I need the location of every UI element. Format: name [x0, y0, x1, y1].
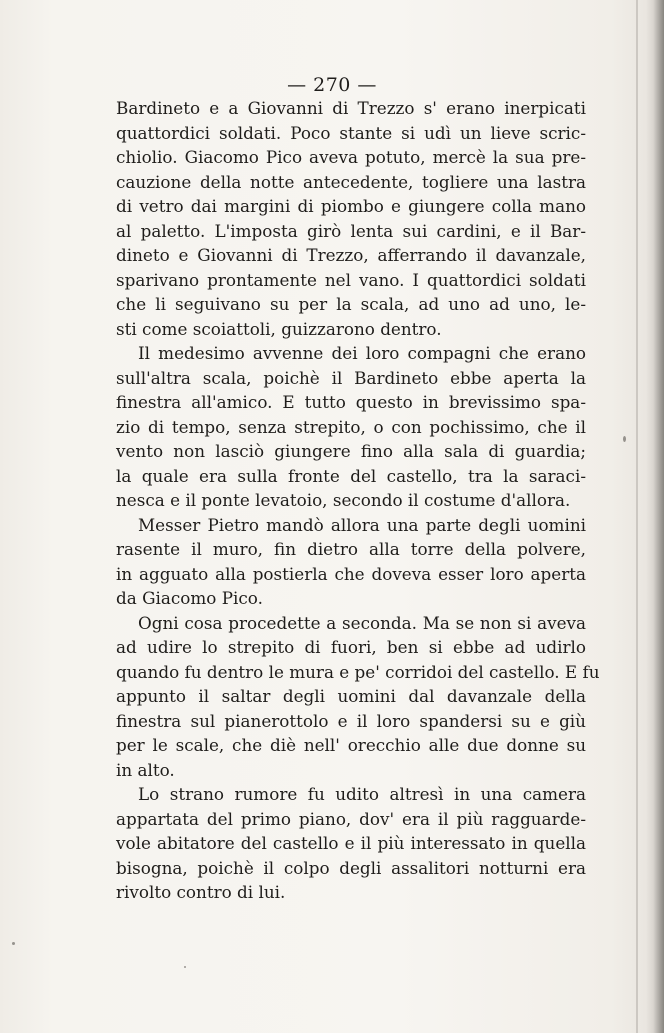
text-line: al paletto. L'imposta girò lenta sui cardini, e il Bar-: [116, 220, 586, 241]
text-line: chiolio. Giacomo Pico aveva potuto, mercè la sua pre-: [116, 147, 586, 167]
text-line: in agguato alla postierla che doveva esser loro aperta: [116, 563, 586, 584]
text-line: vole abitatore del castello e il più interessato in quella: [116, 833, 586, 853]
text-line: Bardineto e a Giovanni di Trezzo s' erano inerpicati: [116, 98, 586, 118]
page-edge-shadow: [646, 0, 664, 1033]
text-line: Ogni cosa procedette a seconda. Ma se non si aveva: [138, 612, 586, 633]
text-line: quattordici soldati. Poco stante si udì un lieve scric-: [116, 122, 586, 143]
text-line: Messer Pietro mandò allora una parte degli uomini: [138, 514, 586, 535]
paper-speck: [12, 942, 15, 945]
text-line: sparivano prontamente nel vano. I quattordici soldati: [116, 269, 586, 290]
text-line: rivolto contro di lui.: [116, 882, 286, 902]
text-line: quando fu dentro le mura e pe' corridoi del castello. E fu: [116, 661, 600, 682]
text-line: Il medesimo avvenne dei loro compagni che erano: [138, 343, 586, 363]
text-line: zio di tempo, senza strepito, o con pochissimo, che il: [116, 416, 586, 437]
text-line: in alto.: [116, 759, 175, 780]
text-line: sti come scoiattoli, guizzarono dentro.: [116, 318, 442, 339]
text-line: Lo strano rumore fu udito altresì in una camera: [138, 784, 586, 804]
text-line: cauzione della notte antecedente, togliere una lastra: [116, 171, 586, 192]
paper-speck: [184, 966, 186, 968]
text-line: nesca e il ponte levatoio, secondo il costume d'allora.: [116, 490, 571, 510]
text-line: bisogna, poichè il colpo degli assalitori notturni era: [116, 857, 586, 878]
page-gutter-line: [636, 0, 638, 1033]
paper-speck: [623, 436, 626, 442]
body-text: [116, 96, 600, 905]
text-line: da Giacomo Pico.: [116, 588, 263, 608]
text-line: appunto il saltar degli uomini dal davanzale della: [116, 686, 586, 706]
text-line: sull'altra scala, poichè il Bardineto ebbe aperta la: [116, 367, 586, 388]
text-line: appartata del primo piano, dov' era il più ragguarde-: [116, 808, 586, 829]
text-line: finestra all'amico. E tutto questo in brevissimo spa-: [116, 392, 586, 412]
text-line: rasente il muro, fin dietro alla torre della polvere,: [116, 539, 586, 559]
text-line: per le scale, che diè nell' orecchio alle due donne su: [116, 735, 586, 755]
text-line: finestra sul pianerottolo e il loro spandersi su e giù: [116, 710, 586, 731]
page-number: — 270 —: [287, 74, 377, 96]
text-line: ad udire lo strepito di fuori, ben si ebbe ad udirlo: [116, 637, 586, 657]
text-line: la quale era sulla fronte del castello, tra la saraci-: [116, 465, 586, 486]
text-line: di vetro dai margini di piombo e giungere colla mano: [116, 196, 586, 216]
text-line: dineto e Giovanni di Trezzo, afferrando il davanzale,: [116, 245, 586, 265]
text-line: vento non lasciò giungere fino alla sala di guardia;: [116, 441, 586, 461]
text-line: che li seguivano su per la scala, ad uno ad uno, le-: [116, 294, 586, 314]
